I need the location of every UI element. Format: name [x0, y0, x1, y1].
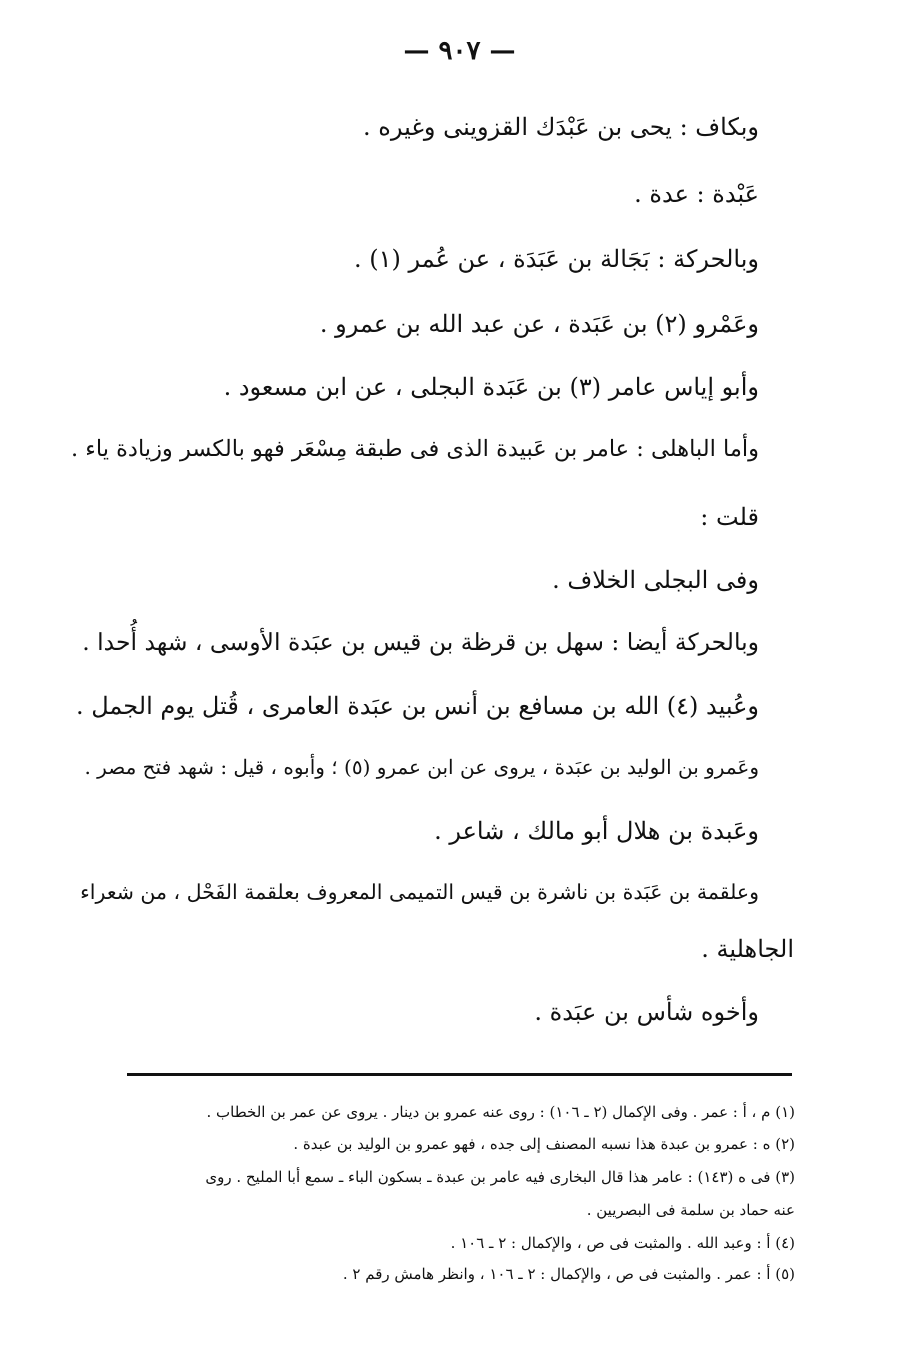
- text-line: وعَبدة بن هلال أبو مالك ، شاعر .: [434, 817, 759, 845]
- footnote-separator: [127, 1073, 792, 1076]
- text-line: وعلقمة بن عَبَدة بن ناشرة بن قيس التميمى المعروف بعلقمة الفَحْل ، من شعراء: [80, 880, 759, 904]
- footnote: (١) م ، أ : عمر . وفى الإكمال (٢ ـ ١٠٦) : روى عنه عمرو بن دينار . يروى عن عمر بن الخطاب .: [206, 1103, 795, 1121]
- text-line: وبكاف : يحى بن عَبْدَك القزوينى وغيره .: [363, 113, 759, 141]
- footnote: عنه حماد بن سلمة فى البصريين .: [586, 1201, 795, 1219]
- text-line: وأخوه شأس بن عبَدة .: [534, 998, 759, 1026]
- text-line: قلت :: [700, 503, 759, 531]
- text-line: وأما الباهلى : عامر بن عَبيدة الذى فى طبقة مِسْعَر فهو بالكسر وزيادة ياء .: [70, 436, 759, 462]
- text-line: وعَمرو بن الوليد بن عبَدة ، يروى عن ابن عمرو (٥) ؛ وأبوه ، قيل : شهد فتح مصر .: [84, 755, 759, 779]
- text-line: وأبو إياس عامر (٣) بن عَبَدة البجلى ، عن ابن مسعود .: [223, 373, 759, 401]
- page-number: — ٩٠٧ —: [403, 36, 516, 66]
- footnote: (٣) فى ه (١٤٣) : عامر هذا قال البخارى فيه عامر بن عبدة ـ بسكون الباء ـ سمع أبا المليح . روى: [205, 1168, 795, 1186]
- text-line: عَبْدة : عدة .: [634, 180, 759, 208]
- text-line: الجاهلية .: [701, 935, 794, 963]
- footnote: (٢) ه : عمرو بن عبدة هذا نسبه المصنف إلى جده ، فهو عمرو بن الوليد بن عبدة .: [293, 1135, 795, 1153]
- text-line: وبالحركة : بَجَالة بن عَبَدَة ، عن عُمر (١) .: [353, 245, 759, 273]
- footnote: (٤) أ : وعبد الله . والمثبت فى ص ، والإكمال : ٢ ـ ١٠٦ .: [450, 1234, 795, 1252]
- text-line: وعَمْرو (٢) بن عَبَدة ، عن عبد الله بن عمرو .: [319, 310, 759, 338]
- text-line: وبالحركة أيضا : سهل بن قرظة بن قيس بن عبَدة الأوسى ، شهد أُحدا .: [82, 628, 759, 656]
- text-line: وفى البجلى الخلاف .: [552, 566, 759, 594]
- footnote: (٥) أ : عمر . والمثبت فى ص ، والإكمال : ٢ ـ ١٠٦ ، وانظر هامش رقم ٢ .: [342, 1265, 795, 1283]
- text-line: وعُبيد (٤) الله بن مسافع بن أنس بن عبَدة العامرى ، قُتل يوم الجمل .: [75, 692, 759, 720]
